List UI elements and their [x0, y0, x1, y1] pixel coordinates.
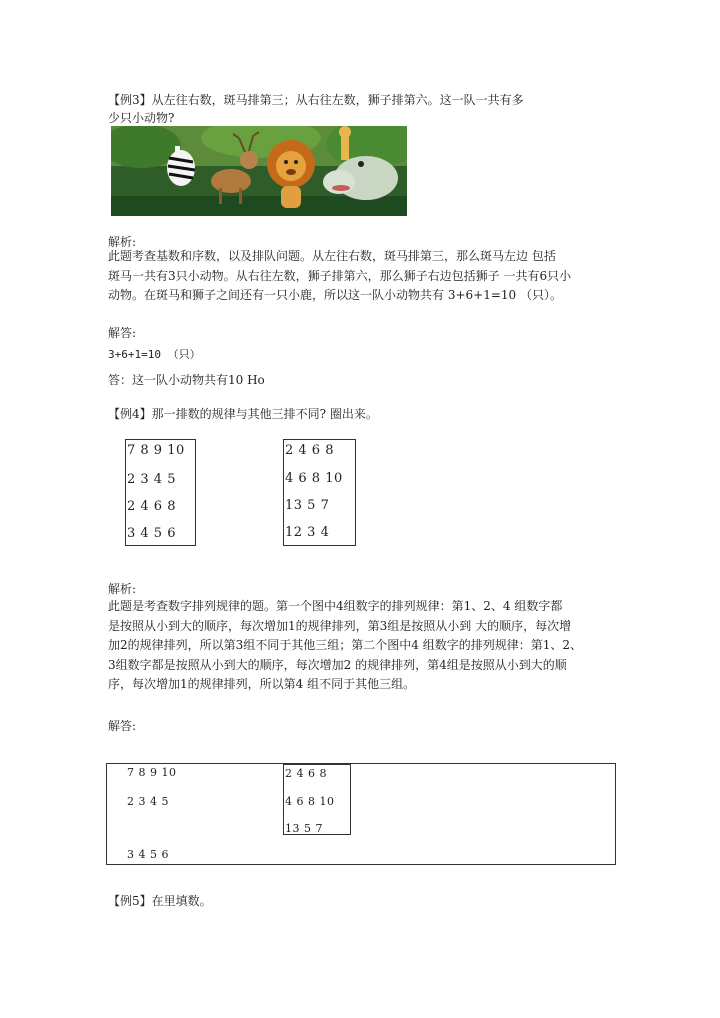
grid-left-row: 3 4 5 6 [127, 526, 176, 541]
answer-right-row: 2 4 6 8 [285, 767, 327, 780]
example-4-title: 【例4】那一排数的规律与其他三排不同? 圈出来。 [108, 407, 378, 421]
example-5-title: 【例5】在里填数。 [108, 894, 212, 908]
animals-illustration [111, 126, 407, 216]
analysis-1-line: 斑马一共有3只小动物。从右往左数，狮子排第六，那么狮子右边包括狮子 一共有6只小 [108, 268, 572, 283]
answer-2-frame [106, 763, 616, 865]
example-3-title: 【例3】从左往右数，斑马排第三；从右往左数，狮子排第六。这一队一共有多 [108, 93, 524, 107]
answer-1-sentence: 答：这一队小动物共有10 Ho [108, 373, 265, 387]
analysis-1-text [108, 247, 618, 306]
answer-left-row: 3 4 5 6 [127, 848, 169, 861]
answer-left-row: 7 8 9 10 [127, 766, 177, 779]
answer-2-label: 解答: [108, 719, 137, 733]
grid-left-row: 7 8 9 10 [127, 443, 185, 458]
analysis-2-label: 解析: [108, 582, 137, 596]
grid-right-row: 12 3 4 [285, 525, 330, 540]
grid-right-row: 2 4 6 8 [285, 443, 334, 458]
analysis-2-text [108, 597, 618, 695]
answer-1-formula: 3+6+1=10 （只） [108, 348, 201, 361]
analysis-1-label: 解析: [108, 235, 137, 249]
answer-left-row: 2 3 4 5 [127, 795, 169, 808]
analysis-1-line: 此题考查基数和序数，以及排队问题。从左往右数，斑马排第三，那么斑马左边 包括 [108, 249, 556, 263]
analysis-2-line: 是按照从小到大的顺序，每次增加1的规律排列，第3组是按照从小到 大的顺序，每次增 [108, 618, 572, 633]
answer-right-row: 4 6 8 10 [285, 795, 335, 808]
analysis-2-line: 加2的规律排列，所以第3组不同于其他三组；第二个图中4 组数字的排列规律：第1、2、 [108, 638, 582, 652]
answer-1-label: 解答: [108, 326, 137, 340]
grid-right-row: 13 5 7 [285, 498, 330, 513]
analysis-2-line: 序，每次增加1的规律排列，所以第4 组不同于其他三组。 [108, 677, 416, 691]
example-3-title-cont: 少只小动物? [108, 111, 175, 125]
grid-left-row: 2 3 4 5 [127, 472, 176, 487]
grid-right-row: 4 6 8 10 [285, 471, 343, 486]
grid-left-row: 2 4 6 8 [127, 499, 176, 514]
analysis-2-line: 此题是考查数字排列规律的题。第一个图中4组数字的排列规律：第1、2、4 组数字都 [108, 599, 563, 613]
analysis-1-line: 动物。在斑马和狮子之间还有一只小鹿，所以这一队小动物共有 3+6+1=10 （只）。 [108, 288, 562, 302]
answer-right-row: 13 5 7 [285, 822, 323, 835]
analysis-2-line: 3组数字都是按照从小到大的顺序，每次增加2 的规律排列，第4组是按照从小到大的顺 [108, 657, 567, 672]
